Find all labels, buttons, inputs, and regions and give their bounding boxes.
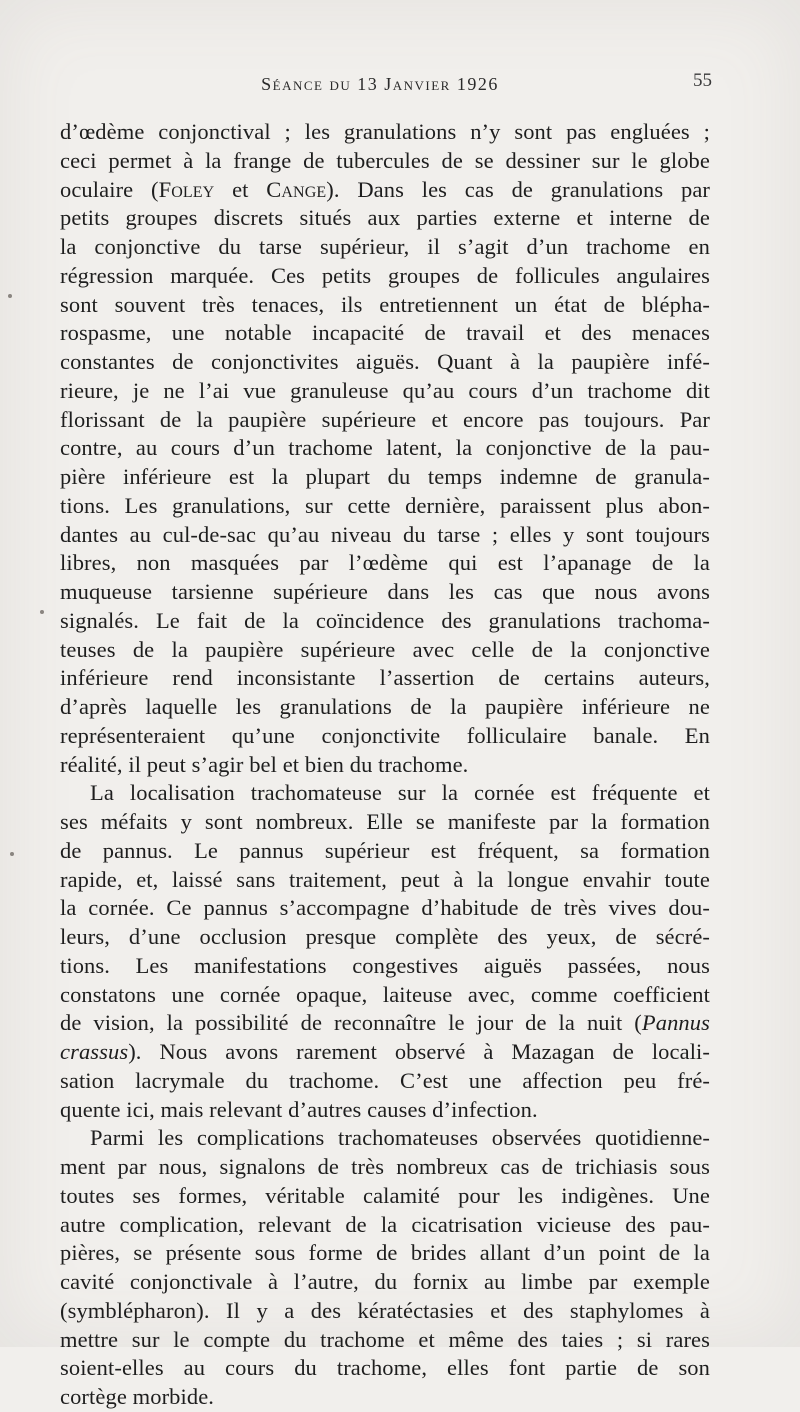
text-line: pière inférieure est la plupart du temps indemne de granula- — [60, 464, 710, 489]
text-line: (symblépharon). Il y a des kératéctasies et des staphylomes à — [60, 1297, 710, 1323]
margin-speck — [10, 852, 14, 856]
text-line: pières, se présente sous forme de brides allant d’un point de la — [60, 1240, 710, 1266]
text-line: toutes ses formes, véritable calamité pour les indigènes. Une — [60, 1182, 710, 1208]
text-line: réalité, il peut s’agir bel et bien du trachome. — [60, 751, 469, 777]
text-line: d’œdème conjonctival ; les granulations n’y sont pas engluées ; — [60, 119, 710, 144]
text-line: teuses de la paupière supérieure avec celle de la conjonctive — [60, 636, 710, 662]
text-line: cortège morbide. — [60, 1384, 215, 1409]
text-line: tions. Les granulations, sur cette dernière, paraissent plus abon- — [60, 492, 710, 518]
text-line: représenteraient qu’une conjonctivite folliculaire banale. En — [60, 722, 710, 748]
text-line: inférieure rend inconsistante l’assertion de certains auteurs, — [60, 665, 710, 691]
text-line: tions. Les manifestations congestives aiguës passées, nous — [60, 952, 710, 978]
author-name: Cange — [266, 176, 327, 202]
text-line: crassus). Nous avons rarement observé à Mazagan de locali- — [60, 1039, 710, 1064]
running-head — [0, 70, 800, 100]
text-line: autre complication, relevant de la cicatrisation vicieuse des pau- — [60, 1211, 710, 1237]
text-line: constantes de conjonctivites aiguës. Quant à la paupière infé- — [60, 349, 710, 374]
text-line: libres, non masquées par l’œdème qui est l’apanage de la — [60, 550, 710, 576]
text-line: constatons une cornée opaque, laiteuse avec, comme coefficient — [60, 981, 710, 1007]
text-line: La localisation trachomateuse sur la cornée est fréquente et — [90, 780, 710, 806]
text-line: contre, au cours d’un trachome latent, la conjonctive de la pau- — [60, 435, 710, 461]
text-line: de vision, la possibilité de reconnaître le jour de la nuit (Pannus — [60, 1010, 710, 1036]
text-line: cavité conjonctivale à l’autre, du fornix au limbe par exemple — [60, 1269, 710, 1294]
text-line: rospasme, une notable incapacité de travail et des menaces — [60, 320, 710, 346]
text-line: la cornée. Ce pannus s’accompagne d’habitude de très vives dou- — [60, 895, 710, 921]
text-line: signalés. Le fait de la coïncidence des granulations trachoma- — [60, 607, 710, 633]
text-line: oculaire (Foley et Cange). Dans les cas de granulations par — [60, 176, 711, 202]
running-title: Séance du 13 Janvier 1926 — [261, 74, 499, 94]
margin-speck — [8, 294, 12, 298]
latin-term: crassus — [60, 1039, 129, 1064]
text-line: ceci permet à la frange de tubercules de se dessiner sur le globe — [60, 147, 710, 173]
text-line: sation lacrymale du trachome. C’est une affection peu fré- — [60, 1067, 710, 1093]
text-line: leurs, d’une occlusion presque complète des yeux, de sécré- — [60, 924, 710, 949]
margin-speck — [40, 610, 44, 614]
text-line: dantes au cul-de-sac qu’au niveau du tarse ; elles y sont toujours — [60, 521, 710, 547]
text-line: ment par nous, signalons de très nombreux cas de trichiasis sous — [60, 1154, 710, 1179]
text-line: rapide, et, laissé sans traitement, peut à la longue envahir toute — [60, 866, 710, 892]
author-name: Foley — [158, 176, 215, 202]
text-line: de pannus. Le pannus supérieur est fréquent, sa formation — [60, 837, 710, 863]
text-line: petits groupes discrets situés aux parties externe et interne de — [60, 205, 710, 231]
text-line: rieure, je ne l’ai vue granuleuse qu’au cours d’un trachome dit — [60, 377, 710, 403]
text-line: florissant de la paupière supérieure et encore pas toujours. Par — [60, 406, 710, 432]
text-line: quente ici, mais relevant d’autres causes d’infection. — [60, 1096, 538, 1122]
latin-term: Pannus — [641, 1010, 710, 1036]
body-text — [60, 118, 710, 1412]
text-line: sont souvent très tenaces, ils entretiennent un état de blépha- — [60, 291, 710, 317]
text-line: ses méfaits y sont nombreux. Elle se manifeste par la formation — [60, 809, 710, 834]
page-number: 55 — [693, 70, 712, 91]
text-line: régression marquée. Ces petits groupes de follicules angulaires — [60, 262, 710, 288]
text-line: mettre sur le compte du trachome et même des taies ; si rares — [60, 1326, 710, 1352]
text-line: soient-elles au cours du trachome, elles font partie de son — [60, 1355, 710, 1381]
text-line: muqueuse tarsienne supérieure dans les cas que nous avons — [60, 579, 710, 604]
text-line: d’après laquelle les granulations de la paupière inférieure ne — [60, 694, 710, 719]
text-line: la conjonctive du tarse supérieur, il s’agit d’un trachome en — [60, 234, 710, 259]
text-line: Parmi les complications trachomateuses observées quotidienne- — [90, 1125, 710, 1151]
